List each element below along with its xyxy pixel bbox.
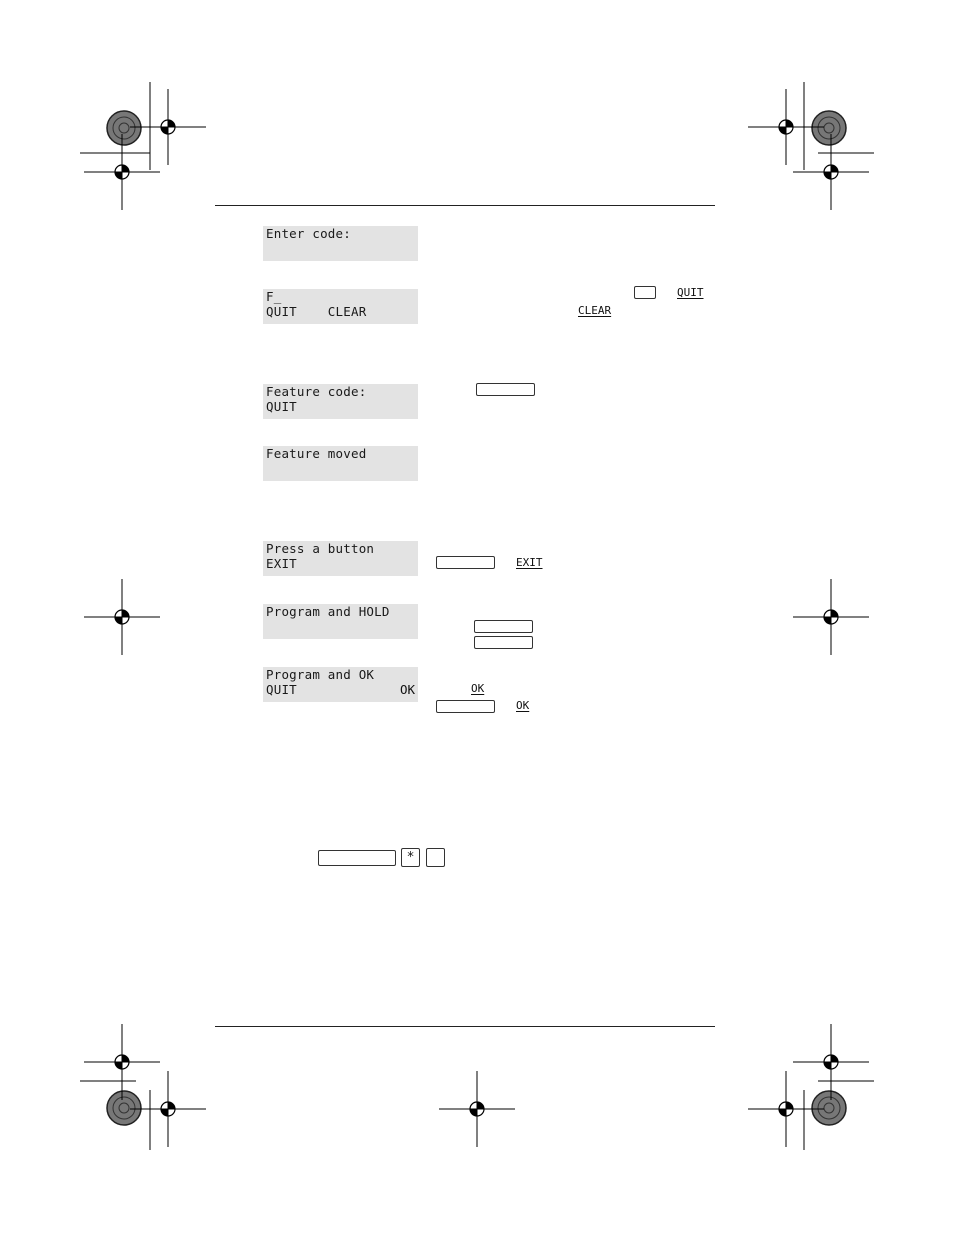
header-rule	[215, 205, 715, 206]
display-line-1: Program and HOLD	[266, 604, 390, 619]
memory-key[interactable]	[436, 556, 495, 569]
display-line-2: QUIT CLEAR	[266, 304, 367, 319]
small-key[interactable]	[634, 286, 656, 299]
clear-softkey[interactable]: CLEAR	[578, 304, 612, 317]
ok-softkey[interactable]: OK	[471, 682, 485, 695]
feature-key-long[interactable]	[318, 850, 396, 866]
display-ok-label: OK	[399, 682, 415, 697]
display-press-a-button	[263, 541, 418, 576]
program-key-1[interactable]	[474, 620, 533, 633]
star-key[interactable]	[401, 848, 420, 867]
display-line-1: Feature moved	[266, 446, 367, 461]
display-line-1: Enter code:	[266, 226, 351, 241]
display-feature-moved	[263, 446, 418, 481]
program-key-2[interactable]	[474, 636, 533, 649]
display-enter-code	[263, 226, 418, 261]
ok-softkey-2[interactable]: OK	[516, 699, 530, 712]
display-line-2: QUIT	[266, 682, 297, 697]
display-program-and-hold	[263, 604, 418, 639]
display-line-1: Press a button	[266, 541, 375, 556]
number-key[interactable]	[426, 848, 445, 867]
quit-softkey[interactable]: QUIT	[677, 286, 704, 299]
display-line-1: Feature code:	[266, 384, 367, 399]
button-key[interactable]	[436, 700, 495, 713]
display-line-2: EXIT	[266, 556, 297, 571]
display-program-and-ok	[263, 667, 418, 702]
display-feature-code	[263, 384, 418, 419]
display-line-1: F_	[266, 289, 282, 304]
display-feature-entry	[263, 289, 418, 324]
footer-rule	[215, 1026, 715, 1027]
exit-softkey[interactable]: EXIT	[516, 556, 543, 569]
display-line-2: QUIT	[266, 399, 297, 414]
display-line-1: Program and OK	[266, 667, 375, 682]
feature-key[interactable]	[476, 383, 535, 396]
star-key-label: *	[406, 850, 415, 865]
